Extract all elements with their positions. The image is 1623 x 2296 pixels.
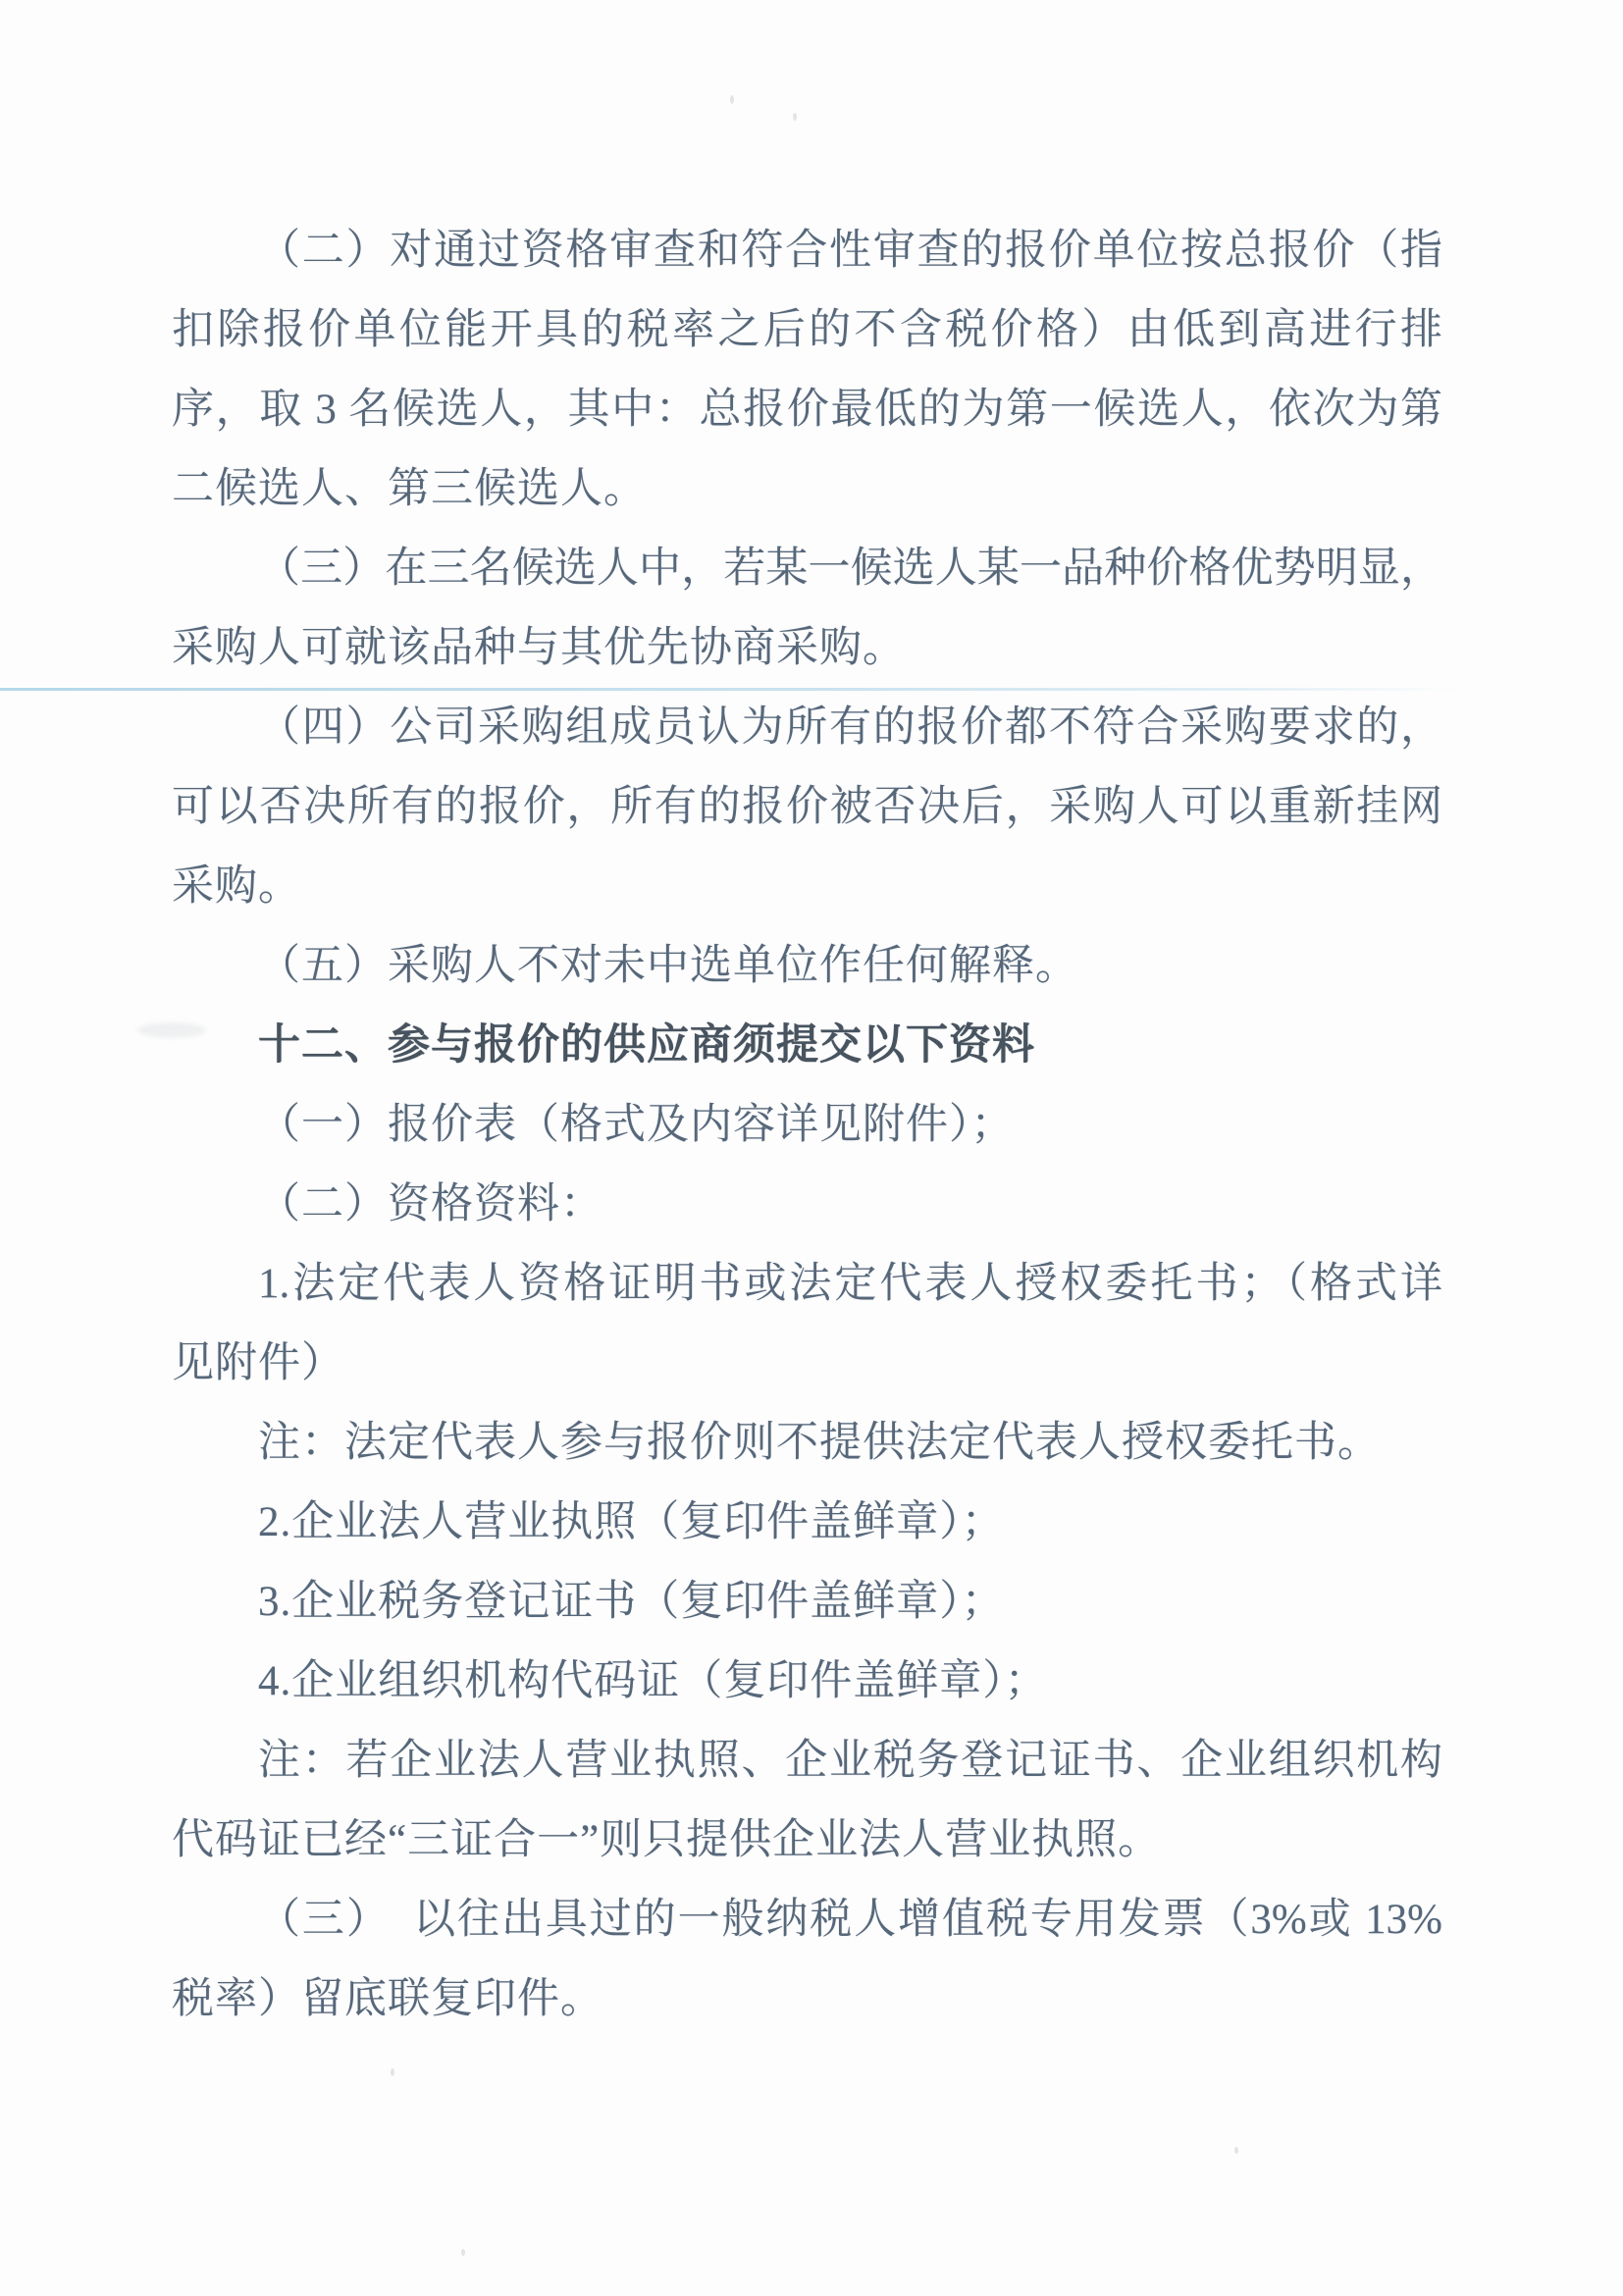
- scan-speck: [391, 2068, 394, 2076]
- text-line: （二）对通过资格审查和符合性审查的报价单位按总报价（指: [258, 228, 1442, 274]
- text-line: 见附件）: [172, 1340, 344, 1386]
- text-line: 1.法定代表人资格证明书或法定代表人授权委托书；（格式详: [258, 1261, 1442, 1307]
- text-line: （二）资格资料：: [258, 1181, 603, 1227]
- document-text-column: [172, 211, 1442, 2039]
- text-line: 可以否决所有的报价，所有的报价被否决后，采购人可以重新挂网: [172, 784, 1442, 830]
- scan-speck: [793, 113, 797, 121]
- text-line: （三） 以往出具过的一般纳税人增值税专用发票（3%或 13%: [258, 1897, 1442, 1943]
- text-line: 3.企业税务登记证书（复印件盖鲜章）；: [258, 1579, 1005, 1625]
- text-line: 2.企业法人营业执照（复印件盖鲜章）；: [258, 1499, 1005, 1545]
- text-line: （四）公司采购组成员认为所有的报价都不符合采购要求的，: [258, 704, 1442, 751]
- text-line: 采购。: [172, 863, 301, 910]
- text-line: 注：若企业法人营业执照、企业税务登记证书、企业组织机构: [258, 1738, 1442, 1784]
- scan-speck: [461, 2249, 465, 2256]
- text-line: （一）报价表（格式及内容详见附件）；: [258, 1102, 1015, 1148]
- text-line: （三）在三名候选人中，若某一候选人某一品种价格优势明显，: [258, 546, 1442, 592]
- scan-speck: [730, 95, 734, 104]
- text-line: 扣除报价单位能开具的税率之后的不含税价格）由低到高进行排: [172, 307, 1442, 353]
- text-line: 十二、参与报价的供应商须提交以下资料: [258, 1022, 1035, 1069]
- scan-speck: [1234, 2147, 1238, 2154]
- scan-smudge: [137, 1022, 206, 1038]
- text-line: 二候选人、第三候选人。: [172, 466, 647, 512]
- text-line: 税率）留底联复印件。: [172, 1976, 603, 2022]
- text-line: 序，取 3 名候选人，其中：总报价最低的为第一候选人，依次为第: [172, 387, 1442, 433]
- text-line: 4.企业组织机构代码证（复印件盖鲜章）；: [258, 1658, 1048, 1704]
- text-line: 代码证已经“三证合一”则只提供企业法人营业执照。: [172, 1817, 1162, 1863]
- text-line: 注：法定代表人参与报价则不提供法定代表人授权委托书。: [258, 1420, 1381, 1466]
- text-line: 采购人可就该品种与其优先协商采购。: [172, 625, 906, 671]
- text-line: （五）采购人不对未中选单位作任何解释。: [258, 943, 1078, 989]
